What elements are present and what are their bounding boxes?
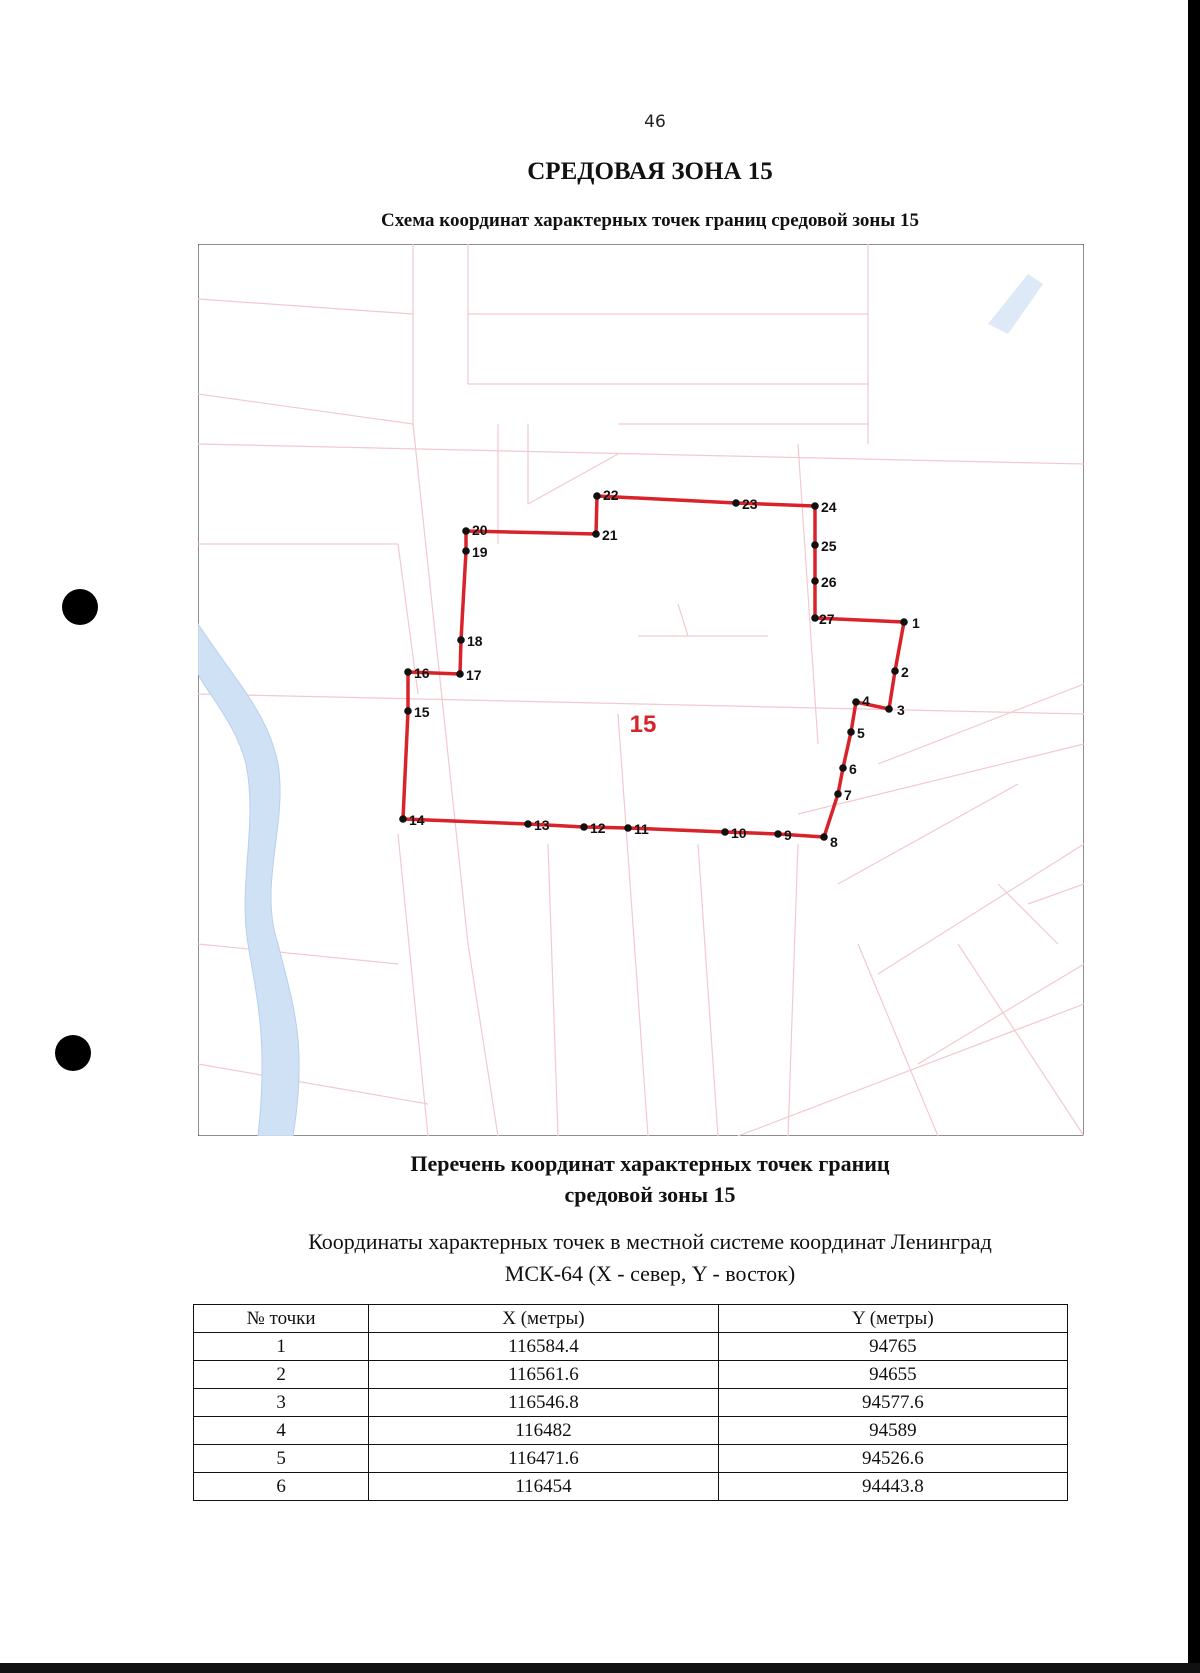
- boundary-point-label: 19: [472, 544, 488, 560]
- boundary-point-label: 23: [742, 496, 758, 512]
- boundary-point-marker: [580, 823, 588, 831]
- cell-x: 116584.4: [369, 1333, 718, 1361]
- boundary-point-marker: [592, 530, 600, 538]
- table-row: [194, 1361, 1068, 1389]
- boundary-point-marker: [900, 618, 908, 626]
- list-title-line1: Перечень координат характерных точек границ: [410, 1151, 890, 1176]
- boundary-point-label: 25: [821, 538, 837, 554]
- boundary-point-marker: [811, 541, 819, 549]
- boundary-point-marker: [847, 728, 855, 736]
- boundary-point-label: 11: [634, 821, 649, 837]
- boundary-point-marker: [885, 705, 893, 713]
- table-row: [194, 1417, 1068, 1445]
- boundary-point-label: 13: [534, 817, 550, 833]
- boundary-point-label: 22: [603, 487, 619, 503]
- cell-y: 94589: [718, 1417, 1067, 1445]
- boundary-point-label: 2: [901, 664, 909, 680]
- boundary-point-label: 20: [472, 522, 488, 538]
- boundary-point-label: 12: [590, 820, 606, 836]
- boundary-point-label: 27: [819, 611, 835, 627]
- page-number: 46: [644, 112, 666, 132]
- cell-point: 3: [194, 1389, 369, 1417]
- cell-point: 5: [194, 1445, 369, 1473]
- list-title: [300, 1148, 1000, 1210]
- coordinate-system-note: [200, 1226, 1100, 1290]
- cell-y: 94655: [718, 1361, 1067, 1389]
- boundary-point-marker: [732, 499, 740, 507]
- boundary-point-marker: [524, 820, 532, 828]
- boundary-point-marker: [891, 667, 899, 675]
- boundary-point-label: 4: [862, 693, 870, 709]
- boundary-point-label: 17: [466, 667, 482, 683]
- coord-note-line2: МСК-64 (X - север, Y - восток): [504, 1261, 796, 1286]
- boundary-point-marker: [774, 830, 782, 838]
- header-y: Y (метры): [718, 1305, 1067, 1333]
- table-header-row: [194, 1305, 1068, 1333]
- cell-x: 116454: [369, 1473, 718, 1501]
- boundary-point-marker: [399, 815, 407, 823]
- boundary-point-label: 6: [849, 761, 857, 777]
- boundary-point-label: 1: [912, 615, 920, 631]
- header-point: № точки: [194, 1305, 369, 1333]
- boundary-point-marker: [462, 547, 470, 555]
- boundary-point-marker: [462, 527, 470, 535]
- cell-point: 2: [194, 1361, 369, 1389]
- boundary-point-label: 26: [821, 574, 837, 590]
- boundary-point-label: 18: [467, 633, 483, 649]
- cell-y: 94443.8: [718, 1473, 1067, 1501]
- zone-map: [198, 244, 1084, 1136]
- table-row: [194, 1333, 1068, 1361]
- boundary-point-marker: [404, 668, 412, 676]
- boundary-point-marker: [811, 502, 819, 510]
- boundary-point-marker: [721, 828, 729, 836]
- table-row: [194, 1445, 1068, 1473]
- boundary-point-marker: [456, 670, 464, 678]
- boundary-point-label: 10: [731, 825, 747, 841]
- zone-label: 15: [629, 711, 657, 738]
- cell-y: 94765: [718, 1333, 1067, 1361]
- cell-x: 116546.8: [369, 1389, 718, 1417]
- boundary-point-label: 7: [844, 787, 852, 803]
- boundary-point-label: 3: [897, 702, 905, 718]
- cell-y: 94577.6: [718, 1389, 1067, 1417]
- scan-edge: [1188, 0, 1200, 1673]
- cell-x: 116561.6: [369, 1361, 718, 1389]
- boundary-point-label: 5: [857, 725, 865, 741]
- coord-note-line1: Координаты характерных точек в местной системе координат Ленинград: [308, 1229, 992, 1254]
- boundary-point-label: 8: [830, 834, 838, 850]
- map-frame: [198, 244, 1084, 1136]
- boundary-point-label: 16: [414, 665, 430, 681]
- punch-hole-bottom: [55, 1035, 91, 1071]
- boundary-point-marker: [834, 790, 842, 798]
- cell-point: 1: [194, 1333, 369, 1361]
- table-row: [194, 1473, 1068, 1501]
- boundary-point-marker: [820, 833, 828, 841]
- scheme-title: Схема координат характерных точек границ средовой зоны 15: [381, 210, 919, 231]
- cell-point: 4: [194, 1417, 369, 1445]
- punch-hole-top: [62, 589, 98, 625]
- header-x: X (метры): [369, 1305, 718, 1333]
- cell-x: 116471.6: [369, 1445, 718, 1473]
- page-title: СРЕДОВАЯ ЗОНА 15: [527, 158, 773, 185]
- boundary-point-label: 15: [414, 704, 430, 720]
- boundary-point-label: 9: [784, 827, 792, 843]
- cell-x: 116482: [369, 1417, 718, 1445]
- boundary-point-label: 14: [409, 812, 425, 828]
- table-row: [194, 1389, 1068, 1417]
- boundary-point-marker: [624, 824, 632, 832]
- boundary-point-marker: [852, 698, 860, 706]
- boundary-point-marker: [404, 707, 412, 715]
- boundary-point-marker: [811, 577, 819, 585]
- coordinates-table: [193, 1304, 1068, 1501]
- cell-y: 94526.6: [718, 1445, 1067, 1473]
- boundary-point-marker: [839, 764, 847, 772]
- boundary-point-label: 24: [821, 499, 837, 515]
- list-title-line2: средовой зоны 15: [564, 1182, 736, 1207]
- zone-map-svg: [198, 244, 1084, 1136]
- boundary-point-marker: [593, 492, 601, 500]
- cell-point: 6: [194, 1473, 369, 1501]
- boundary-point-marker: [811, 614, 819, 622]
- boundary-point-marker: [457, 636, 465, 644]
- scan-edge-bottom: [0, 1663, 1200, 1673]
- boundary-point-label: 21: [602, 527, 618, 543]
